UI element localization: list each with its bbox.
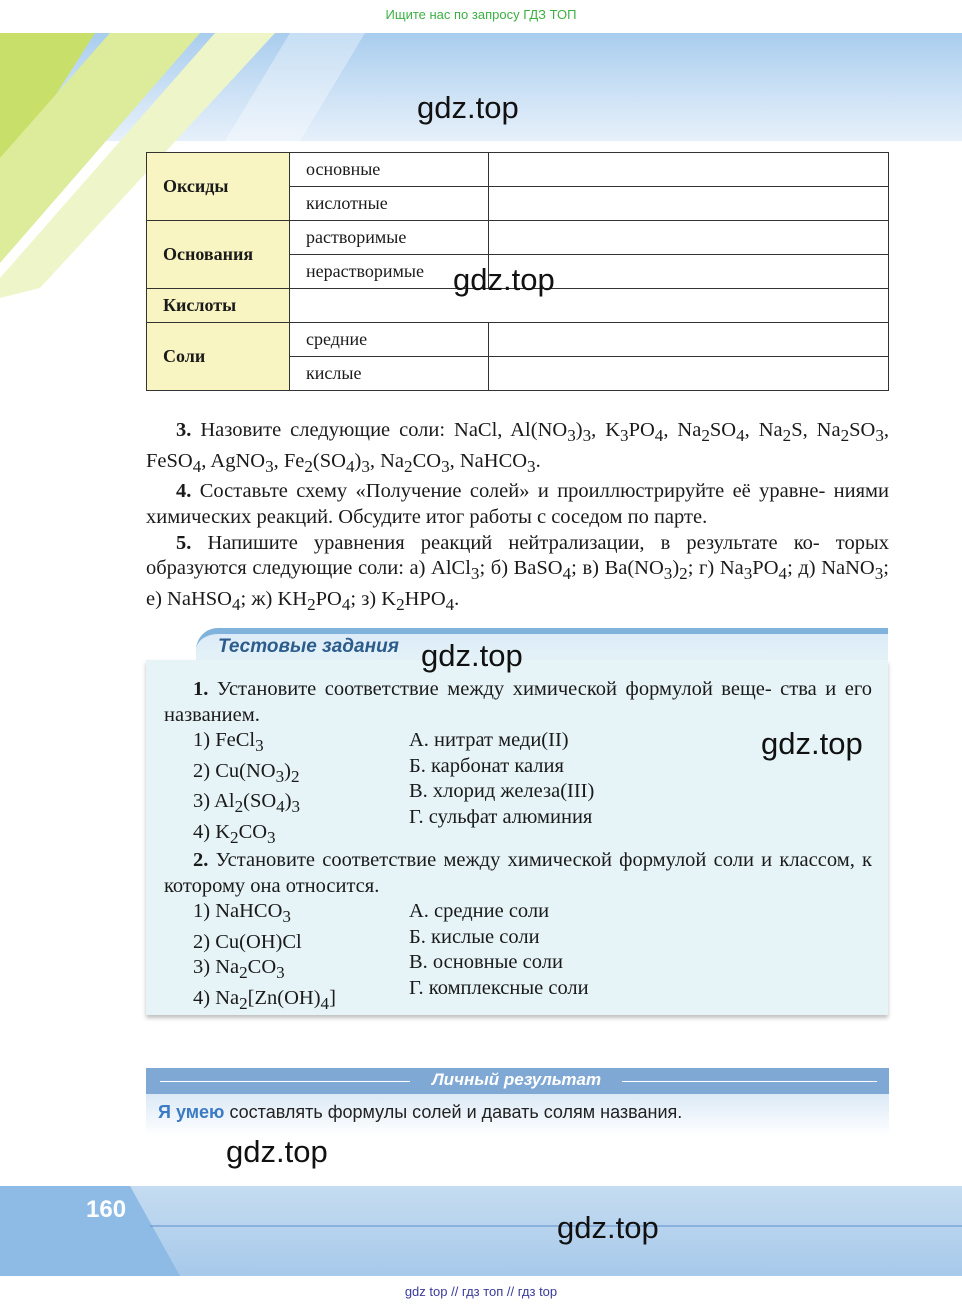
table-sub-cell: нерастворимые (290, 255, 489, 289)
question-number: 1. (193, 678, 209, 700)
list-item: А. нитрат меди(II) (409, 729, 569, 751)
task-5: 5. Напишите уравнения реакций нейтрализации, в результате ко- торых образуются следующие соли: а) AlCl$_3$; б) BaSO$_4$; в) $Ba(NO_3)_2$; г) $Na_3PO_4$; д) NaNO$_3$; е) NaHSO$_4$; ж) $KH_2PO_4$; з) $K_2HPO_4$. (146, 531, 889, 614)
list-item: Б. карбонат калия (409, 754, 564, 777)
test-question-1 (164, 677, 872, 728)
q2-answers (409, 899, 589, 1001)
top-banner[interactable]: Ищите нас по запросу ГДЗ ТОП (385, 7, 577, 22)
table-row (147, 221, 889, 255)
task-text: Составьте схему «Получение солей» и проиллюстрируйте её уравне- ниями химических реакций. Обсудите итог работы с соседом по парте. (146, 480, 889, 528)
table-empty-cell (489, 357, 889, 391)
task-number: 4. (176, 480, 192, 503)
list-item: Б. кислые соли (409, 925, 540, 948)
table-empty-cell (290, 289, 889, 323)
watermark: gdz.top (421, 638, 523, 673)
table-row (147, 323, 889, 357)
task-number: 5. (176, 531, 192, 554)
table-sub-cell: средние (290, 323, 489, 357)
tasks-block (146, 418, 889, 618)
test-section-title: Тестовые задания (218, 636, 399, 657)
watermark: gdz.top (761, 726, 863, 761)
list-item: 3) $Na_2CO_3$ (193, 956, 285, 983)
list-item: 3) $Al_2(SO_4)_3$ (193, 790, 301, 817)
table-empty-cell (489, 323, 889, 357)
q2-formulas (193, 899, 336, 1017)
personal-result-statement: составлять формулы солей и давать солям названия. (229, 1102, 683, 1122)
table-sub-cell: основные (290, 153, 489, 187)
table-group-cell: Основания (147, 221, 290, 289)
footer-links[interactable]: gdz top // гдз топ // гдз top (404, 1284, 558, 1299)
table-row (147, 153, 889, 187)
table-sub-cell: кислотные (290, 187, 489, 221)
task-4 (146, 479, 889, 530)
list-item: Г. сульфат алюминия (409, 805, 593, 828)
personal-result-title: Личный результат (432, 1070, 602, 1089)
divider (622, 1081, 877, 1082)
table-group-cell: Оксиды (147, 153, 290, 221)
q1-formulas (193, 728, 300, 851)
list-item: В. хлорид железа(III) (409, 780, 595, 803)
question-number: 2. (193, 849, 209, 871)
list-item: В. основные соли (409, 951, 563, 974)
test-question-2 (164, 848, 872, 899)
list-item: 1) NaHCO$_3$ (193, 900, 291, 927)
watermark: gdz.top (557, 1210, 659, 1245)
list-item: 2) Cu(OH)Cl (193, 930, 302, 953)
list-item: 2) $Cu(NO_3)_2$ (193, 759, 300, 786)
table-sub-cell: кислые (290, 357, 489, 391)
list-item: 4) $K_2CO_3$ (193, 821, 276, 848)
divider (160, 1081, 410, 1082)
table-empty-cell (489, 221, 889, 255)
list-item: 1) FeCl$_3$ (193, 729, 264, 756)
question-text: Установите соответствие между химической формулой веще- ства и его названием. (164, 678, 872, 726)
q1-answers (409, 728, 594, 830)
table-empty-cell (489, 187, 889, 221)
list-item: А. средние соли (409, 900, 550, 922)
watermark: gdz.top (417, 90, 519, 125)
watermark: gdz.top (226, 1134, 328, 1169)
question-text: Установите соответствие между химической формулой соли и классом, к которому она относится. (164, 849, 873, 897)
task-3: 3. Назовите следующие соли: NaCl, $Al(NO_3)_3$, $K_3PO_4$, $Na_2SO_4$, $Na_2S$, $Na_2SO_3$, FeSO$_4$, AgNO$_3$, $Fe_2(SO_4)_3$, $Na_2CO_3$, NaHCO$_3$. (146, 419, 890, 476)
table-group-cell: Соли (147, 323, 290, 391)
task-number: 3. (176, 419, 192, 441)
watermark: gdz.top (453, 262, 555, 297)
list-item: 4) $Na_2[Zn(OH)_4]$ (193, 986, 336, 1014)
table-empty-cell (489, 153, 889, 187)
personal-result-lead: Я умею (158, 1102, 225, 1122)
table-sub-cell: растворимые (290, 221, 489, 255)
list-item: Г. комплексные соли (409, 976, 589, 999)
personal-result-text (158, 1102, 682, 1123)
footer-decoration (0, 1186, 962, 1276)
table-group-cell: Кислоты (147, 289, 290, 323)
page-number: 160 (86, 1196, 127, 1223)
